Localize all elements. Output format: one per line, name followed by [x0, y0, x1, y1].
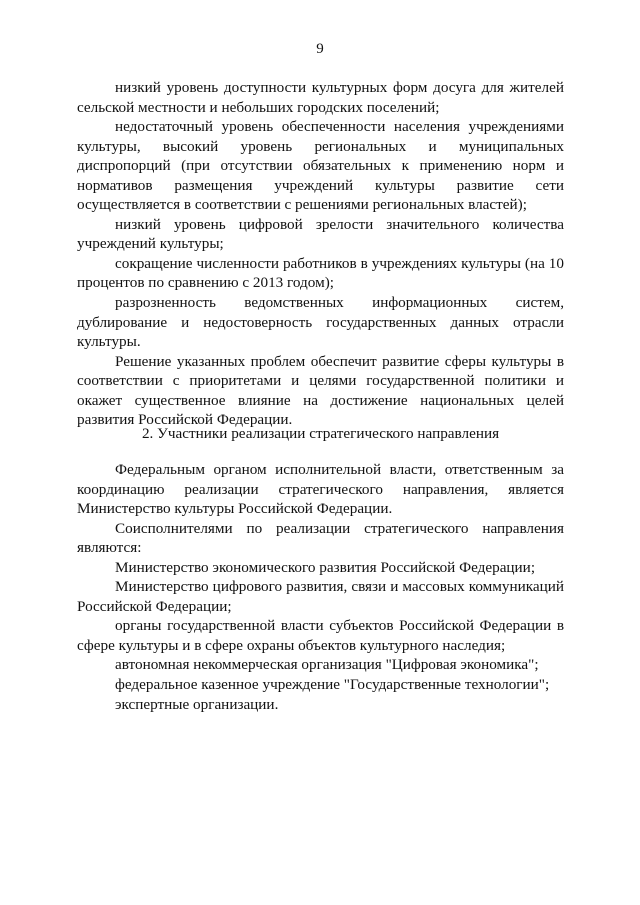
paragraph: органы государственной власти субъектов Российской Федерации в сфере культуры и в сфере охраны объектов культурного наследия; [77, 617, 564, 654]
section-heading: 2. Участники реализации стратегического направления [141, 425, 500, 442]
page-number: 9 [316, 41, 324, 57]
paragraph: Федеральным органом исполнительной власти, ответственным за координацию реализации стратегического направления, является Министерство культуры Российской Федерации. [77, 461, 564, 518]
paragraph: Министерство цифрового развития, связи и массовых коммуникаций Российской Федерации; [77, 578, 564, 615]
paragraph: Решение указанных проблем обеспечит развитие сферы культуры в соответствии с приоритетами и целями государственной политики и окажет существенное влияние на достижение национальных целей развития Российской Федерации. [77, 352, 564, 429]
paragraph: федеральное казенное учреждение "Государственные технологии"; [115, 676, 550, 694]
problems-list [77, 78, 564, 430]
paragraph: низкий уровень доступности культурных форм досуга для жителей сельской местности и небольших городских поселений; [77, 79, 564, 116]
paragraph: Министерство экономического развития Российской Федерации; [115, 558, 536, 576]
paragraph: разрозненность ведомственных информационных систем, дублирование и недостоверность государственных данных отрасли культуры. [77, 294, 564, 351]
paragraph: низкий уровень цифровой зрелости значительного количества учреждений культуры; [77, 215, 564, 253]
paragraph: сокращение численности работников в учреждениях культуры (на 10 процентов по сравнению с 2013 годом); [77, 254, 564, 292]
paragraph: Соисполнителями по реализации стратегического направления являются: [77, 519, 564, 557]
paragraph: экспертные организации. [115, 695, 279, 713]
paragraph: недостаточный уровень обеспеченности населения учреждениями культуры, высокий уровень региональных и муниципальных диспропорций (при отсутствии обязательных к применению норм и нормативов размещения учреждений культуры развитие сети осуществляется в соответствии с решениями региональных властей); [77, 118, 564, 214]
participants-list [77, 460, 564, 714]
paragraph: автономная некоммерческая организация "Цифровая экономика"; [115, 656, 539, 674]
